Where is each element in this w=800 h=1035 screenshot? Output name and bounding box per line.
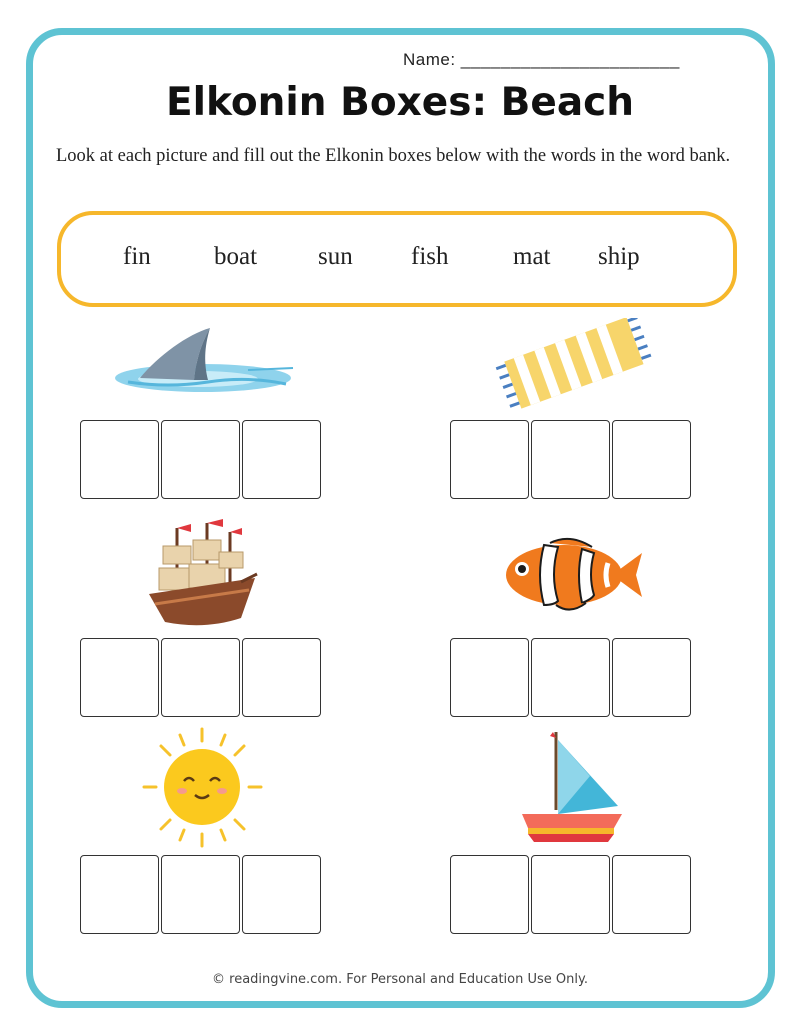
name-field[interactable]: Name: ______________________ (403, 50, 680, 69)
ship-icon (145, 518, 260, 630)
sailboat-icon (520, 728, 625, 843)
sound-box[interactable] (161, 420, 240, 499)
copyright-footer: © readingvine.com. For Personal and Education Use Only. (212, 972, 588, 987)
sound-box[interactable] (80, 420, 159, 499)
instructions-text: Look at each picture and fill out the Elkonin boxes below with the words in the word bank. (56, 146, 731, 166)
beach-mat-icon (492, 318, 657, 413)
elkonin-boxes-ship (80, 638, 323, 717)
elkonin-boxes-fish (450, 638, 693, 717)
sound-box[interactable] (531, 855, 610, 934)
sound-box[interactable] (612, 420, 691, 499)
elkonin-boxes-sun (80, 855, 323, 934)
sound-box[interactable] (531, 420, 610, 499)
word-bank-word: boat (214, 243, 258, 270)
word-bank-word: ship (598, 243, 640, 270)
elkonin-boxes-mat (450, 420, 693, 499)
sound-box[interactable] (450, 855, 529, 934)
sound-box[interactable] (80, 855, 159, 934)
sound-box[interactable] (242, 855, 321, 934)
sound-box[interactable] (242, 420, 321, 499)
sound-box[interactable] (242, 638, 321, 717)
elkonin-boxes-boat (450, 855, 693, 934)
sound-box[interactable] (450, 638, 529, 717)
sound-box[interactable] (161, 855, 240, 934)
word-bank-word: fish (411, 243, 449, 270)
sound-box[interactable] (531, 638, 610, 717)
sun-icon (140, 725, 265, 850)
word-bank-word: sun (318, 243, 353, 270)
sound-box[interactable] (450, 420, 529, 499)
fish-icon (500, 537, 645, 612)
sound-box[interactable] (612, 855, 691, 934)
word-bank-word: fin (123, 243, 151, 270)
elkonin-boxes-fin (80, 420, 323, 499)
sound-box[interactable] (80, 638, 159, 717)
sound-box[interactable] (161, 638, 240, 717)
page-title: Elkonin Boxes: Beach (165, 80, 635, 125)
word-bank-word: mat (513, 243, 551, 270)
shark-fin-icon (108, 322, 298, 402)
word-bank (57, 211, 737, 307)
sound-box[interactable] (612, 638, 691, 717)
